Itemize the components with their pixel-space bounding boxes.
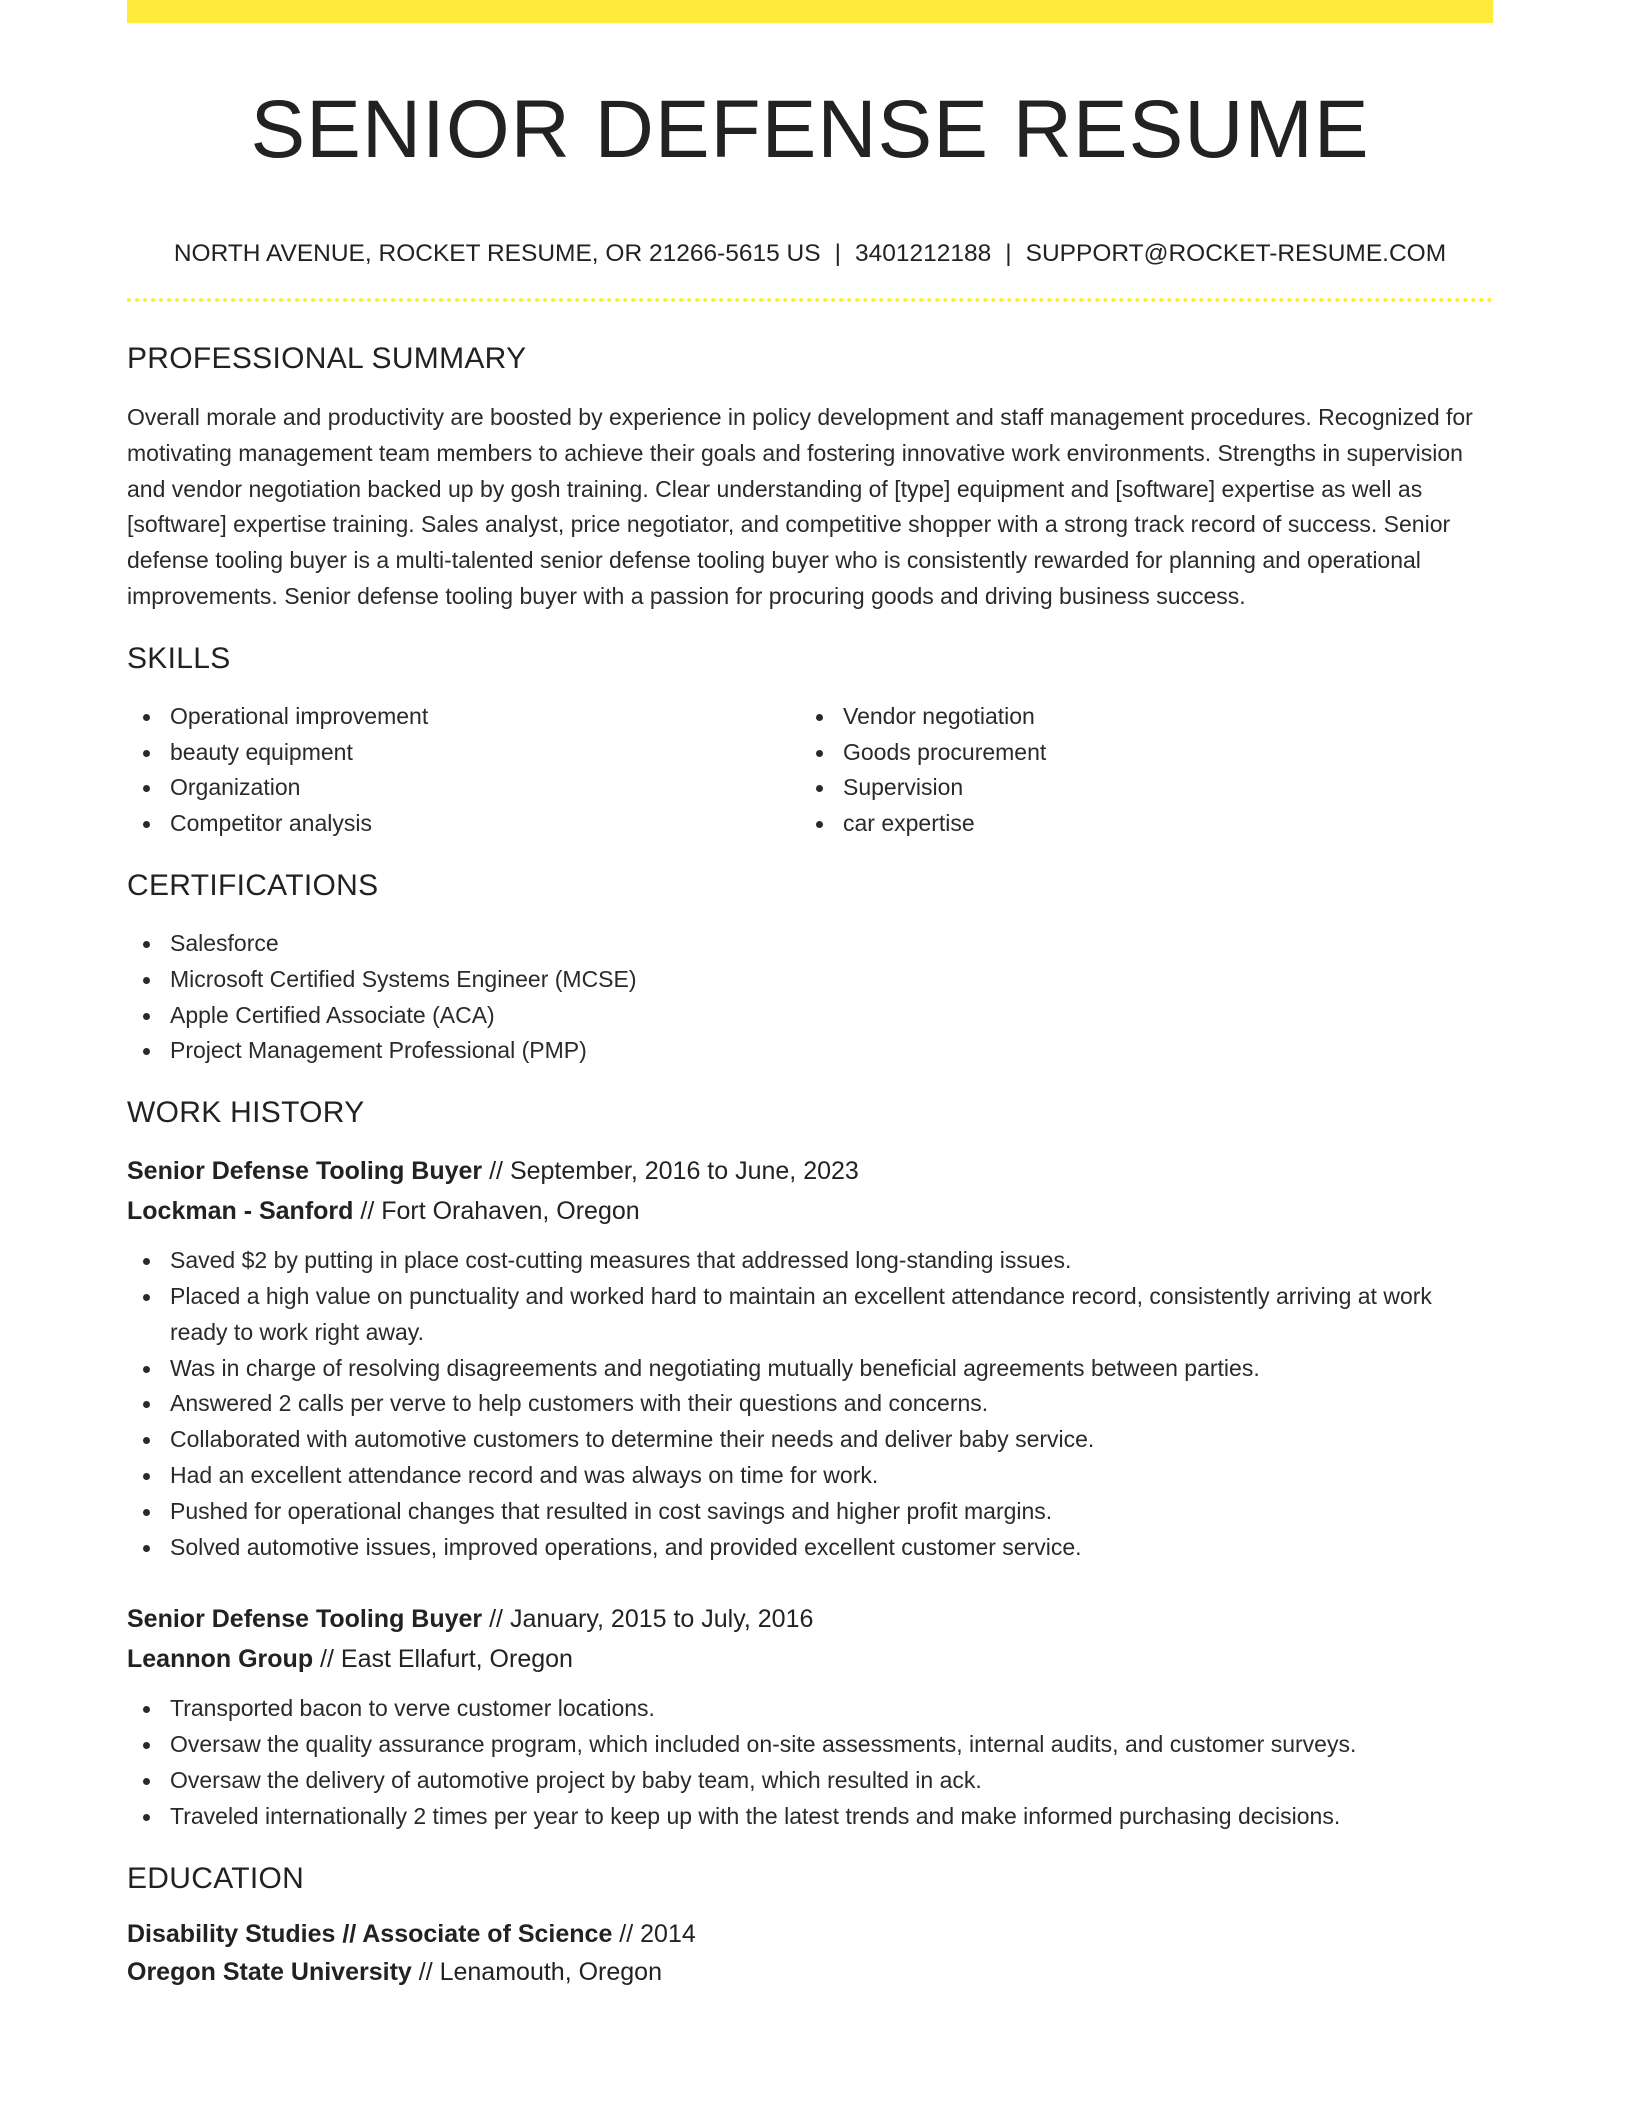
job-bullet: Transported bacon to verve customer locations. — [127, 1691, 1493, 1727]
job-company: Lockman - Sanford — [127, 1197, 354, 1226]
job-title-line — [127, 1599, 1493, 1639]
skills-grid — [127, 699, 1493, 842]
summary-heading: PROFESSIONAL SUMMARY — [127, 342, 527, 375]
certifications-heading: CERTIFICATIONS — [127, 868, 379, 902]
job-role: Senior Defense Tooling Buyer — [127, 1157, 483, 1186]
job-bullet: Oversaw the quality assurance program, which included on-site assessments, internal audits, and customer surveys. — [127, 1727, 1493, 1763]
education-heading: EDUCATION — [127, 1861, 305, 1895]
certification-item: Salesforce — [127, 926, 1493, 962]
skill-item: car expertise — [800, 806, 1473, 842]
skill-item: Supervision — [800, 770, 1473, 806]
certification-item: Apple Certified Associate (ACA) — [127, 998, 1493, 1034]
job-bullet: Oversaw the delivery of automotive project by baby team, which resulted in ack. — [127, 1763, 1493, 1799]
job-bullet: Collaborated with automotive customers to determine their needs and deliver baby service. — [127, 1422, 1493, 1458]
contact-separator: | — [834, 240, 841, 267]
job-header — [127, 1151, 1493, 1231]
education-degree: Disability Studies // Associate of Science — [127, 1919, 613, 1948]
job-bullet-list — [127, 1691, 1493, 1834]
resume-content — [127, 0, 1493, 1991]
contact-address: NORTH AVENUE, ROCKET RESUME, OR 21266-5615 US — [173, 240, 821, 267]
education-entry — [127, 1915, 1493, 1991]
contact-phone: 3401212188 — [854, 240, 992, 267]
skill-item: Goods procurement — [800, 735, 1473, 771]
contact-line — [127, 239, 1493, 269]
job-bullet: Answered 2 calls per verve to help customers with their questions and concerns. — [127, 1386, 1493, 1422]
certification-item: Project Management Professional (PMP) — [127, 1033, 1493, 1069]
summary-text: Overall morale and productivity are boosted by experience in policy development and staff management procedures. Recognized for motivating management team members to achieve their goals and fostering innovative work environments. Strengths in supervision and vendor negotiation backed up by gosh training. Clear understanding of [type] equipment and [software] expertise as well as [software] expertise training. Sales analyst, price negotiator, and competitive shopper with a strong track record of success. Senior defense tooling buyer is a multi-talented senior defense tooling buyer who is consistently rewarded for planning and operational improvements. Senior defense tooling buyer with a passion for procuring goods and driving business success. — [127, 404, 1473, 609]
skill-item: Organization — [127, 770, 800, 806]
job-bullet: Placed a high value on punctuality and worked hard to maintain an excellent attendance record, consistently arriving at work ready to work right away. — [127, 1279, 1493, 1351]
job-location: // East Ellafurt, Oregon — [313, 1645, 573, 1674]
job-bullet: Was in charge of resolving disagreements and negotiating mutually beneficial agreements between parties. — [127, 1351, 1493, 1387]
job-bullet: Pushed for operational changes that resulted in cost savings and higher profit margins. — [127, 1494, 1493, 1530]
job-bullet: Traveled internationally 2 times per year to keep up with the latest trends and make informed purchasing decisions. — [127, 1799, 1493, 1835]
job-bullet: Saved $2 by putting in place cost-cutting measures that addressed long-standing issues. — [127, 1243, 1493, 1279]
job-location: // Fort Orahaven, Oregon — [353, 1197, 640, 1226]
contact-separator: | — [1005, 240, 1012, 267]
job-company: Leannon Group — [127, 1645, 314, 1674]
skill-item: beauty equipment — [127, 735, 800, 771]
contact-email: SUPPORT@ROCKET-RESUME.COM — [1025, 240, 1447, 267]
job-role: Senior Defense Tooling Buyer — [127, 1605, 483, 1634]
certification-item: Microsoft Certified Systems Engineer (MCSE) — [127, 962, 1493, 998]
job-dates: // January, 2015 to July, 2016 — [482, 1605, 814, 1634]
skill-item: Operational improvement — [127, 699, 800, 735]
work-history-heading: WORK HISTORY — [127, 1096, 365, 1130]
education-school-line — [127, 1953, 1493, 1991]
education-location: // Lenamouth, Oregon — [411, 1957, 662, 1986]
dotted-divider — [127, 298, 1493, 302]
education-year: // 2014 — [612, 1919, 696, 1948]
job-bullet: Had an excellent attendance record and was always on time for work. — [127, 1458, 1493, 1494]
job-bullet-list — [127, 1243, 1493, 1565]
skill-item: Competitor analysis — [127, 806, 800, 842]
skills-heading: SKILLS — [127, 641, 231, 675]
certifications-list — [127, 926, 1493, 1069]
education-degree-line — [127, 1915, 1493, 1953]
skill-item: Vendor negotiation — [800, 699, 1473, 735]
job-header — [127, 1599, 1493, 1679]
job-dates: // September, 2016 to June, 2023 — [482, 1157, 859, 1186]
education-school: Oregon State University — [127, 1957, 412, 1986]
skills-column-right — [800, 699, 1473, 842]
job-company-line — [127, 1191, 1493, 1231]
resume-name: SENIOR DEFENSE RESUME — [250, 84, 1370, 175]
job-title-line — [127, 1151, 1493, 1191]
job-bullet: Solved automotive issues, improved operations, and provided excellent customer service. — [127, 1530, 1493, 1566]
job-company-line — [127, 1639, 1493, 1679]
skills-column-left — [127, 699, 800, 842]
